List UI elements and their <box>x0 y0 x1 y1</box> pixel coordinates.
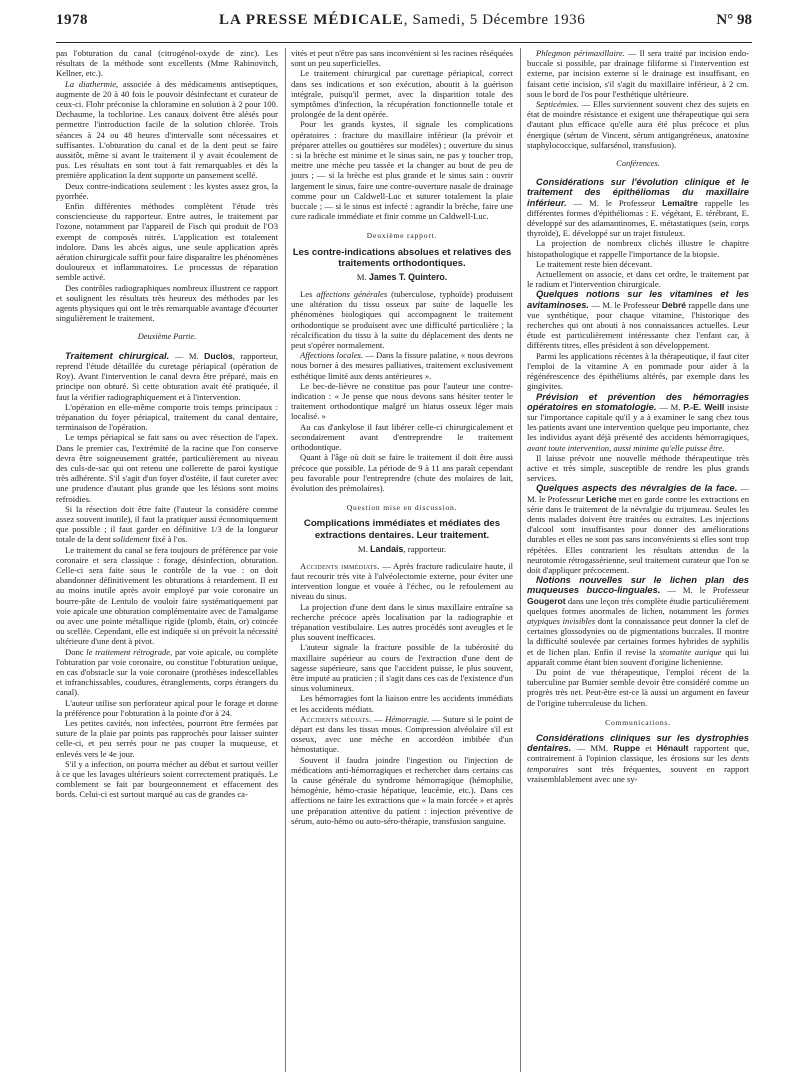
paragraph: L'auteur signale la fracture possible de la tubérosité du maxillaire supérieur au cours de l'extraction d'une dent de sagesse supérieure, sans que l'accident puisse, le plus souvent, être imputé au praticien ; il s'agit dans ces cas de l'existence d'un sinus volumineux. <box>291 642 513 694</box>
text: — M. le Professeur <box>566 197 663 208</box>
text: Donc <box>65 646 87 657</box>
topic-heading: Notions nouvelles sur le lichen plan des muqueuses bucco-linguales. <box>527 574 749 596</box>
column-middle <box>291 48 513 826</box>
emphasis: solidement <box>112 534 151 545</box>
paragraph <box>56 647 278 698</box>
paragraph: Le traitement reste bien décevant. <box>536 258 653 269</box>
paragraph: Le bec-de-lièvre ne constitue pas pour l'auteur une contre-indication : « Je pense que nous devons sans hésiter tenter le traitement orthodontique malgré un hiatus osseux léger mais localisé. » <box>291 380 513 422</box>
text: fixé à l'os. <box>150 534 188 545</box>
text: — Après fracture radiculaire haute, il faut recourir très vite à l'alvéolectomie externe, pour éviter une intervention longue et vouée à l'échec, ou le refoulement au niveau du sinus. <box>291 560 513 602</box>
paragraph <box>527 99 749 150</box>
paragraph <box>527 48 749 99</box>
page-header <box>56 12 752 34</box>
text: sont très fréquentes, souvent en rapport vraisemblablement avec une sy- <box>527 763 749 784</box>
text: dans une leçon très complète étudie particulièrement quelques formes anormales de lichen, notamment les <box>527 595 749 616</box>
text: qui lui apparaît comme étant bien souvent d'origine lichenienne. <box>527 646 749 667</box>
paragraph: Du point de vue thérapeutique, l'emploi récent de la tuberculine par Burnier semble devoir être considéré comme un progrès très net. Peut-être est-ce là aussi un argument en faveur de l'origine tuberculeuse du lichen. <box>527 666 749 708</box>
text: rappelle dans une vue synthétique, pour chaque vitamine, l'historique des recherches qui ont abouti à nos connaissances actuelles. Leur étude est particulièrement intéressante chez l'enfant car, à différents titres, elles président à son développement. <box>527 299 749 351</box>
topic-heading: Considérations sur l'évolution clinique et le traitement des épithéliomas du maxillaire inférieur. <box>527 176 749 208</box>
paragraph: Les petites cavités, non infectées, pourront être fermées par suture de la plaie par points pas rapprochés pour laisser suinter celle-ci, et peu serrés pour ne pas couper la muqueuse, et enlevés vers le 4e jour. <box>56 718 278 759</box>
paragraph: Des contrôles radiographiques nombreux illustrent ce rapport et soulignent les résultats très heureux des méthodes par les agents physiques qui ont le très remarquable avantage d'écourter singulièrement le traitement. <box>56 282 278 324</box>
author-name: P.-E. Weill <box>683 401 725 412</box>
running-title <box>219 12 585 29</box>
publication-name: LA PRESSE MÉDICALE <box>219 12 404 28</box>
paragraph <box>291 289 513 350</box>
paragraph: La projection d'une dent dans le sinus maxillaire entraîne sa recherche précoce après localisation par la radiographie et trépanation vestibulaire. Les autres procédés sont aveugles et le plus souvent inefficaces. <box>291 601 513 643</box>
page-number: 1978 <box>56 12 88 28</box>
text: et <box>640 743 657 754</box>
text: — M. <box>656 401 684 412</box>
paragraph: Actuellement on associe, et dans cet ordre, le traitement par le radium et l'intervention chirurgicale. <box>527 269 749 290</box>
text: Si la résection doit être faite (l'auteur la considère comme assez souvent inutile), il faut la pratiquer aussi économiquement que possible ; il faut garder en définitive 1/3 de la longueur totale de la dent <box>56 503 278 545</box>
emphasis: Hémorragie. <box>385 713 430 724</box>
inline-heading: La diathermie, <box>65 78 119 89</box>
paragraph <box>56 504 278 545</box>
inline-heading: Phlegmon périmaxillaire. <box>536 48 625 58</box>
paragraph <box>527 392 749 453</box>
text: — M. le Professeur <box>589 299 662 310</box>
paragraph: Pour les grands kystes, il signale les complications opératoires : fracture du maxillaire inférieur (la prévoir et préparer attelles ou gouttières sur modèles) ; ouverture du sinus : si la brèche est minime et le sinus sain, ne pas y toucher trop, mettre une mèche peu tassée et la changer au bout de peu de jours ; — si la brèche est plus grande et le sinus sain : ouvrir largement le sinus, faire une contre-ouverture nasale de drainage comme pour un Caldwell-Luc et suturer totalement la plaie buccale ; — si le sinus est infecté : agrandir la brèche, faire une cure radicale immédiate et finir comme un Caldwell-Luc. <box>291 119 513 222</box>
paragraph: Le traitement chirurgical par curettage périapical, correct dans ses indications et son exécution, aboutit à la guérison intégrale, puisqu'il permet, avec la disparition totale des symptômes d'infection, la récupération fonctionnelle totale et prolongée de la dent opérée. <box>291 68 513 120</box>
text: M. <box>356 271 369 282</box>
text: — MM. <box>571 743 614 754</box>
paragraph: Deux contre-indications seulement : les kystes assez gros, la pyorrhée. <box>56 180 278 201</box>
paragraph: Parmi les applications récentes à la thérapeutique, il faut citer l'emploi de la vitamine A en pommade pour aider à la régénérescence des épithéliums altérés, par exemple dans les gingivites. <box>527 350 749 392</box>
author-name: Duclos <box>204 350 233 361</box>
topic-heading: Quelques notions sur les vitamines et les avitaminoses. <box>527 288 749 310</box>
author-name: Gougerot <box>527 595 566 606</box>
text: (tuberculose, typhoïde) produisent une altération du tissu osseux par suite de laquelle les phénomènes biologiques qui accompagnent le traitement orthodontique se produisent avec une difficulté particulière ; la récalcification du tissu à la suite du déplacement des dents ne peut s'opérer normalement. <box>291 289 513 351</box>
text: rappelle les différentes formes d'épithéliomas : E. végétant, E. térébrant, E. développé sur des adamantinomes, E. métastatiques (sein, corps thyroïde), E. développé sur un trajet fistuleux. <box>527 197 749 239</box>
paragraph <box>56 351 278 402</box>
topic-heading: Quelques aspects des névralgies de la face. <box>536 482 738 494</box>
emphasis: le traitement rétrograde <box>86 646 171 657</box>
author-name: Leriche <box>585 493 617 504</box>
text: — Il sera traité par incision endo-buccale si possible, par drainage filiforme si l'intervention est externe, par incision externe si le drainage est insuffisant, en faisant cette incision, s'il s'agit du maxillaire inférieur, à 2 cm. sous le bord de l'os pour l'esthétique ultérieure. <box>527 48 749 99</box>
paragraph: L'auteur utilise son perforateur apical pour le forage et donne la préférence pour l'obturation à la pointe d'or à 24. <box>56 697 278 718</box>
issue-number: N° 98 <box>716 12 752 28</box>
paragraph: vités et peut n'être pas sans inconvénient si les racines réséquées sont un peu superficielles. <box>291 48 513 69</box>
paragraph: Il laisse prévoir une nouvelle méthode thérapeutique très active et très simple, susceptible de rendre les plus grands services. <box>527 452 749 484</box>
issue-date: , Samedi, 5 Décembre 1936 <box>403 12 586 28</box>
paragraph <box>291 350 513 381</box>
emphasis: formes atypiques invisibles <box>527 605 749 626</box>
text: M. <box>357 543 371 554</box>
author-name: Ruppe <box>613 743 641 754</box>
topic-heading: Considérations cliniques sur les dystrophies dentaires. <box>527 732 749 754</box>
emphasis: avant toute intervention, aussi minime qu'elle puisse être. <box>527 442 725 453</box>
paragraph <box>527 483 749 575</box>
paragraph: La projection de nombreux clichés illustre le chapitre histopathologique et rappelle l'importance de la biopsie. <box>527 238 749 259</box>
inline-heading: Septicémies. <box>536 99 579 110</box>
paragraph <box>291 714 513 755</box>
text: — M. le Professeur <box>660 585 749 596</box>
author-name: Lemaître <box>662 197 698 208</box>
paragraph: Le traitement du canal se fera toujours de préférence par voie coronaire et sera classique : forage, désinfection, obturation. Celle-ci sera faite sous le contrôle de la vue : on doit abandonner définitivement les obturations à retardement. Il est au moins inutile après avoir employé par voie coronaire un bourre-pâte de Lentulo de vouloir faire systématiquement par voie apicale une obturation complémentaire avec de l'amalgame ou avec une pointe métallique rigide (plomb, étain, or) coincée ou scellée. Cependant, elle est indiquée si on prévoit la nécessité ultérieure d'une dent à pivot. <box>56 544 278 647</box>
text: met en garde contre les extractions en série dans le traitement de la névralgie du trijumeau. Seules les dents malades doivent être traitées ou extraites. Les injections d'alcool sont insuffisantes pour donner des améliorations durables et elles ne sont pas sans inconvénients si elles sont trop répétées. Elles contrarient les résultats attendus de la neurotomie rétrogassérienne, seul traitement curateur que l'on se doit d'appliquer précocement. <box>527 493 750 575</box>
text: insiste sur l'importance capitale qu'il y a à examiner le sang chez tous les patients avant une intervention quelque peu importante, chez les individus ayant déjà présenté des accidents hémorragiques, <box>527 401 749 443</box>
paragraph: S'il y a infection, on pourra mécher au début et surtout veiller à ce que les lavages ultérieurs soient correctement pratiqués. Le comblement se fait par bourgeonnement et effacement des bords. Celui-ci est surtout marqué au cas de grandes ca- <box>56 758 278 800</box>
text: — <box>371 713 386 724</box>
emphasis: dents temporaires <box>527 753 749 774</box>
text: — Suture si le point de départ est dans les tissus mous. Compression alvéolaire s'il est osseux, avec une mèche en accordéon imbibée d'un hémostatique. <box>291 713 513 755</box>
text: — M. <box>169 350 205 361</box>
column-divider <box>285 48 286 1072</box>
paragraph: Souvent il faudra joindre l'ingestion ou l'injection de médications anti-hémorragiques et rechercher dans certains cas la cause générale du syndrome hémorragique (hémophilie, hémogénie, hémo-crasie hépatique, leucémie, etc.). Dans ces affections ne faire les extractions que « la main forcée » et après une préparation attentive du patient : injection préventive de sérum, auto-hémo ou auto-séro-thérapie, transfusion sanguine. <box>291 754 513 826</box>
paragraph: Enfin différentes méthodes complètent l'étude très consciencieuse du rapporteur. Entre autres, le traitement par l'ozone, notamment par l'appareil de Fisch qui produit de l'O3 exempt de composés nitrés. L'application est totalement indolore. Dans les abcès aigus, une seule application après aération chirurgicale suffit pour faire disparaître les phénomènes douloureux et inflammatoires. Le processus de réparation semble activé. <box>56 201 278 283</box>
emphasis: affections générales <box>316 289 388 300</box>
header-rule <box>56 42 752 43</box>
column-divider <box>520 48 521 1072</box>
paragraph: L'opération en elle-même comporte trois temps principaux : trépanation du foyer périapical, traitement du canal dentaire, terminaison de l'opération. <box>56 401 278 433</box>
paragraph: pas l'obturation du canal (citrogénol-oxyde de zinc). Les résultats de la méthode sont excellents (Mme Rabinovitch, Kellner, etc.). <box>56 48 278 79</box>
text: rapportent que, contrairement à l'opinion classique, les érosions sur les <box>527 743 749 764</box>
paragraph <box>527 733 749 784</box>
paragraph <box>527 575 749 667</box>
paragraph: Quant à l'âge où doit se faire le traitement il doit être aussi précoce que possible. La période de 9 à 11 ans paraît cependant peu favorable pour l'entreprendre (chute des molaires de lait, évolution des prémolaires). <box>291 452 513 493</box>
section-label: Deuxième rapport. <box>366 231 438 241</box>
column-right <box>527 48 749 784</box>
article-title: Les contre-indications absolues et relatives des traitements orthodontiques. <box>292 246 512 270</box>
text: — M. le Professeur <box>527 483 749 504</box>
article-author <box>291 272 513 282</box>
author-name: Landais <box>370 543 404 554</box>
author-name: Debré <box>661 299 687 310</box>
inline-heading: Affections locales. <box>300 350 364 361</box>
section-label: Communications. <box>605 717 671 727</box>
inline-heading: Accidents immédiats. <box>300 560 380 571</box>
text: , rapporteur, reprend l'étude détaillée du curetage périapical (opération de Roy). Avant l'intervention le canal devra être préparé, mais en principe non obturé. Si cette obturation avait été pratiquée, il faut la vérifier radiographiquement et à l'intervention. <box>56 350 278 402</box>
section-label: Deuxième Partie. <box>137 332 197 342</box>
text: — Dans la fissure palatine, « nous devrons nous borner à des mesures palliatives, traitement exclusivement esthétique limité aux dents antérieures ». <box>291 350 513 381</box>
section-label: Conférences. <box>616 159 660 169</box>
paragraph: Le temps périapical se fait sans ou avec résection de l'apex. Dans le premier cas, l'extrémité de la racine que l'on conserve devra être soigneusement grattée, particulièrement au niveau des culs-de-sac qui ont retenu une collerette de paroi kystique très adhérente. S'il s'agit d'un foyer d'ostéite, il faut cureter avec une prudence d'autant plus grande que les lésions sont moins refroidies. <box>56 432 278 504</box>
paragraph <box>56 79 278 181</box>
emphasis: stomatite aurique <box>659 646 722 657</box>
author-name: James T. Quintero. <box>369 271 448 282</box>
paragraph <box>291 561 513 602</box>
topic-heading: Prévision et prévention des hémorragies opératoires en stomatologie. <box>527 390 749 412</box>
paragraph: Au cas d'ankylose il faut libérer celle-ci chirurgicalement et secondairement avant d'entreprendre le traitement orthodontique. <box>291 421 513 453</box>
text: , rapporteur. <box>403 543 447 554</box>
article-title: Complications immédiates et médiates des extractions dentaires. Leur traitement. <box>303 518 501 541</box>
text: dont la connaissance peut donner la clef de certaines glossodynies ou de pigmentations buccales. Il montre la difficulté soulevée par certaines formes hybrides de syphilis et de lichen plan. Enfin il revise la <box>527 615 749 657</box>
topic-heading: Traitement chirurgical. <box>65 349 170 361</box>
text: , par voie apicale, ou complète l'obturation par voie coronaire, ou constitue l'obturation unique, en cas d'obstacle sur la voie coronaire (prothèses indescellables et infranchissables, coudures, étranglements, corps étrangers du canal). <box>56 646 278 698</box>
paragraph: Les hémorragies font la liaison entre les accidents immédiats et les accidents médiats. <box>291 693 513 714</box>
paragraph <box>527 177 749 238</box>
text: Les <box>300 289 317 300</box>
article-author <box>291 544 513 554</box>
column-left <box>56 48 278 800</box>
inline-heading: Accidents médiats. <box>300 713 372 724</box>
author-name: Hénault <box>656 743 689 754</box>
text: — Elles surviennent souvent chez des sujets en état de moindre résistance et exigent une thérapeutique qui sera d'autant plus efficace qu'elle aura été plus précoce et plus énergique (sérum de Vincent, sérum antigangréneux, anatoxine staphylococcique, sulfarsénol, transfusion). <box>527 99 749 150</box>
section-label: Question mise en discussion. <box>346 503 458 513</box>
text: associée à des médicaments antiseptiques, augmente de 20 à 40 fois le pouvoir désinfectant et curateur de ceux-ci. Flohr préconise la chloramine en solution à 2 pour 100. Dechaume, la tochlorine. Les canaux doivent être alésés pour permettre l'introduction facile de la solution chlorée. Trois séances à 24 ou 48 heures d'intervalle sont nécessaires et suffisantes. L'obturation du canal et de la dent peut se faire aussitôt, même si avant le traitement il y avait écoulement de pus. Les résultats en sont tout à fait remarquables et dès la première application la dent supporte un pansement scellé. <box>56 78 278 181</box>
paragraph <box>527 289 749 350</box>
